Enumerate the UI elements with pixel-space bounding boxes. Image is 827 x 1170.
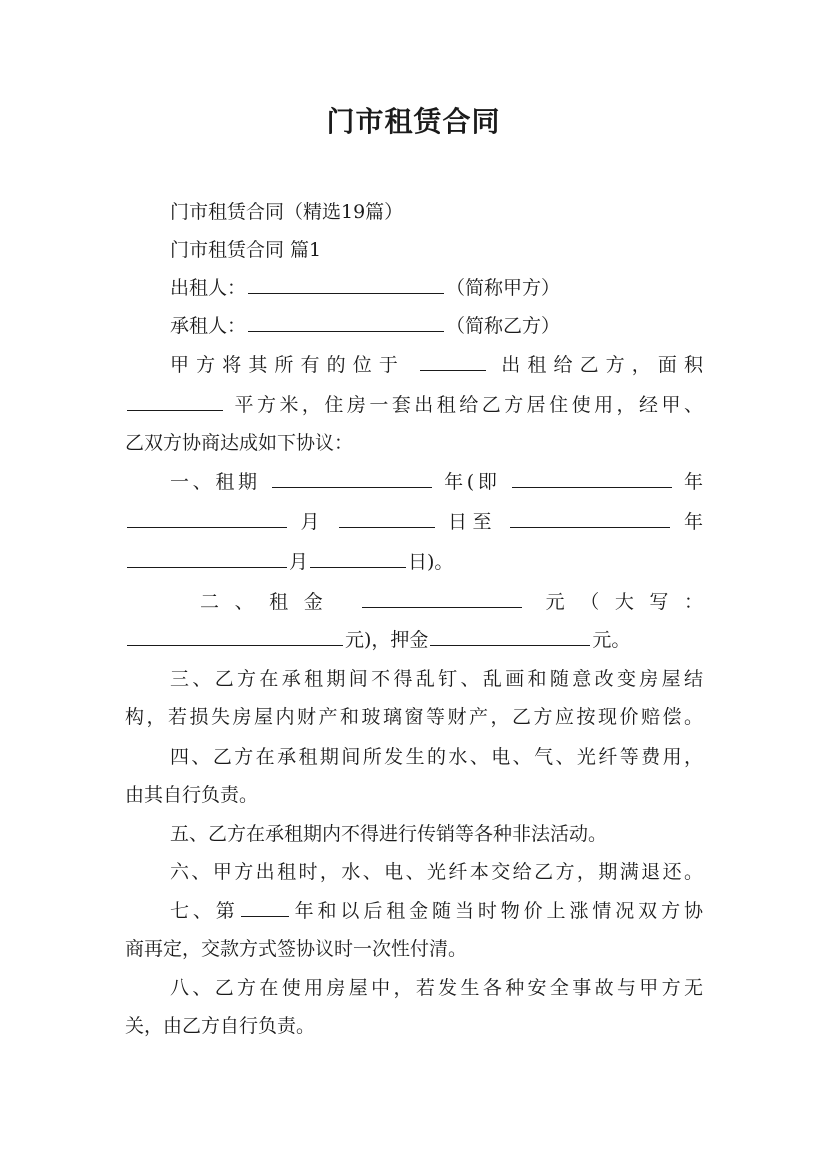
clause8-line-2: 关，由乙方自行负责。	[125, 1015, 316, 1037]
clause7-text-a: 七、第	[170, 900, 239, 922]
clause7-text-b: 年和以后租金随当时物价上涨情况双方协	[290, 900, 703, 922]
intro-text-a: 甲方将其所有的位于	[170, 354, 405, 376]
end-day-blank	[310, 547, 406, 568]
intro-text-b: 出租给乙方，面积	[501, 354, 703, 376]
clause1-line-3	[125, 543, 703, 581]
clause2-text-c: 元)，押金	[345, 629, 429, 651]
lessee-line	[170, 307, 703, 345]
clause2-text-b: 元（大写：	[545, 591, 703, 613]
deposit-blank	[430, 625, 590, 646]
start-month-blank	[127, 507, 287, 528]
clause5: 五、乙方在承租期内不得进行传销等各种非法活动。	[170, 823, 608, 845]
clause2-text-a: 二、租金	[200, 591, 339, 613]
lessor-blank	[248, 273, 444, 294]
lessee-blank	[248, 311, 444, 332]
lessor-label: 出租人：	[170, 277, 247, 299]
clause1-text-h: 日)。	[408, 551, 454, 573]
rent-words-blank	[127, 625, 343, 646]
clause1-text-e: 日至	[448, 511, 497, 533]
clause1-text-a: 一、租期	[170, 471, 261, 493]
clause1-text-g: 月	[289, 551, 309, 573]
lessor-suffix: （简称甲方）	[446, 277, 561, 299]
section-heading: 门市租赁合同 篇1	[170, 239, 322, 261]
document-title: 门市租赁合同	[326, 105, 501, 138]
clause1-line-1	[170, 463, 703, 501]
clause4-line-2: 由其自行负责。	[125, 784, 259, 806]
clause8-line-1: 八、乙方在使用房屋中，若发生各种安全事故与甲方无	[170, 977, 703, 999]
start-year-blank	[512, 467, 672, 488]
clause1-line-2	[125, 503, 703, 541]
clause2-text-d: 元。	[592, 629, 631, 651]
end-year-blank	[510, 507, 670, 528]
clause3-line-1: 三、乙方在承租期间不得乱钉、乱画和随意改变房屋结	[170, 668, 703, 690]
year-number-blank	[241, 896, 289, 917]
intro-text-c: 平方米，住房一套出租给乙方居住使用，经甲、	[234, 394, 703, 416]
clause1-text-d: 月	[300, 511, 325, 533]
clause7-line-2: 商再定，交款方式签协议时一次性付清。	[125, 938, 468, 960]
term-blank	[272, 467, 432, 488]
intro-line-2	[125, 386, 703, 424]
area-blank	[127, 390, 223, 411]
clause7-line-1	[170, 892, 703, 930]
clause3-line-2: 构，若损失房屋内财产和玻璃窗等财产，乙方应按现价赔偿。	[125, 706, 703, 728]
lessor-line	[170, 269, 703, 307]
end-month-blank	[127, 547, 287, 568]
intro-line-1	[170, 346, 703, 384]
clause1-text-b: 年(即	[444, 471, 501, 493]
lessee-label: 承租人：	[170, 315, 247, 337]
clause2-line-1	[200, 583, 703, 621]
clause2-line-2	[125, 621, 703, 659]
clause1-text-f: 年	[683, 511, 703, 533]
clause6: 六、甲方出租时，水、电、光纤本交给乙方，期满退还。	[170, 861, 703, 883]
intro-line-3: 乙双方协商达成如下协议：	[125, 432, 354, 454]
start-day-blank	[339, 507, 435, 528]
subtitle: 门市租赁合同（精选19篇）	[170, 201, 404, 223]
location-blank	[420, 350, 486, 371]
lessee-suffix: （简称乙方）	[446, 315, 561, 337]
clause4-line-1: 四、乙方在承租期间所发生的水、电、气、光纤等费用，	[170, 746, 703, 768]
clause1-text-c: 年	[683, 471, 703, 493]
rent-blank	[362, 587, 522, 608]
